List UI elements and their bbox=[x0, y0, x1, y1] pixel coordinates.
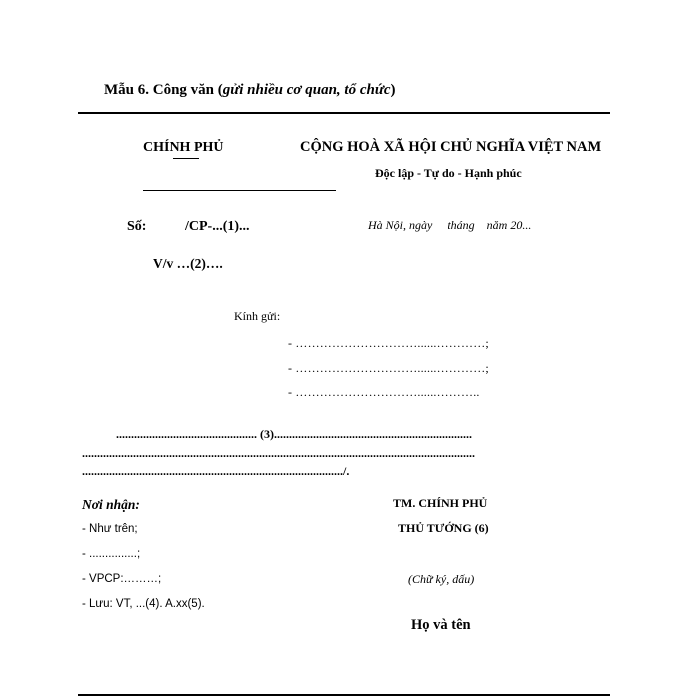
body-line: ......................................................................................./. bbox=[82, 464, 350, 478]
signature-note: (Chữ ký, dấu) bbox=[408, 572, 475, 586]
signing-authority: TM. CHÍNH PHỦ bbox=[393, 496, 488, 510]
issuer-separator-line bbox=[143, 190, 336, 191]
recipients-list-item: - Như trên; bbox=[82, 523, 138, 535]
top-rule bbox=[78, 112, 610, 114]
form-title-italic: gửi nhiều cơ quan, tổ chức bbox=[222, 82, 391, 98]
bottom-rule bbox=[78, 694, 610, 696]
signer-full-name: Họ và tên bbox=[411, 617, 471, 633]
recipients-list-item: - ...............; bbox=[82, 548, 141, 560]
form-title-prefix: Mẫu 6. Công văn ( bbox=[104, 82, 223, 98]
document-number: /CP-...(1)... bbox=[185, 219, 250, 234]
nation-name: CỘNG HOÀ XÃ HỘI CHỦ NGHĨA VIỆT NAM bbox=[300, 139, 602, 155]
recipient-line: - …………………………......……….. bbox=[288, 385, 480, 399]
document-number-label: Số: bbox=[127, 219, 147, 234]
body-line: ................................................................................................................................... bbox=[82, 446, 475, 460]
subject-line: V/v …(2)…. bbox=[153, 256, 223, 271]
recipient-line: - …………………………......…………; bbox=[288, 336, 489, 350]
nation-motto: Độc lập - Tự do - Hạnh phúc bbox=[375, 166, 522, 180]
place-and-date: Hà Nội, ngày tháng năm 20... bbox=[368, 218, 532, 232]
issuer-underline bbox=[173, 158, 199, 159]
body-line: ............................................... (3).................................................................. bbox=[116, 427, 472, 441]
recipients-greeting: Kính gửi: bbox=[234, 309, 281, 323]
recipients-list-heading: Nơi nhận: bbox=[82, 497, 140, 512]
signer-title: THỦ TƯỚNG (6) bbox=[398, 521, 489, 535]
form-title bbox=[104, 82, 395, 99]
form-title-suffix: ) bbox=[390, 82, 396, 98]
recipients-list-item: - VPCP:………; bbox=[82, 573, 162, 585]
recipients-list-item: - Lưu: VT, ...(4). A.xx(5). bbox=[82, 598, 205, 610]
issuer-name: CHÍNH PHỦ bbox=[143, 140, 224, 155]
recipient-line: - …………………………......…………; bbox=[288, 361, 489, 375]
